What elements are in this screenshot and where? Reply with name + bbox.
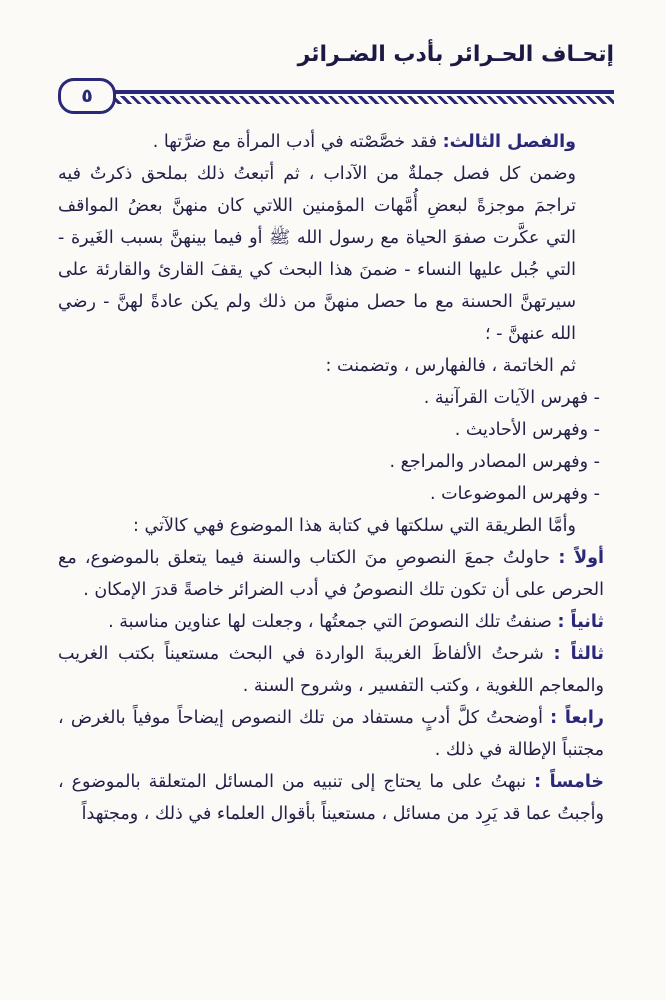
method-step-label: ثالثاً : [553,644,604,664]
section-three-label: والفصل الثالث: [442,132,576,152]
index-list-item: - فهرس الآيات القرآنية . [423,388,600,408]
method-step-text: شرحتُ الألفاظَ الغريبةَ الواردة في البحث مستعيناً بكتب الغريب والمعاجم اللغوية ، وكتب التفسير ، وشروح السنة . [58,644,604,696]
method-step-label: أولاً : [558,548,604,568]
page-number-badge: ٥ [58,78,116,114]
method-step-text: أوضحتُ كلَّ أدبٍ مستفاد من تلك النصوص إيضاحاً موفياً بالغرض ، مجتنباً الإطالة في ذلك . [58,708,604,760]
method-step-4 [58,702,604,766]
page-body [58,126,604,830]
header-rule [108,90,614,94]
method-step-text: صنفتُ تلك النصوصَ التي جمعتُها ، وجعلت لها عناوين مناسبة . [108,612,558,632]
conclusion-paragraph: ثم الخاتمة ، فالفهارس ، وتضمنت : [325,356,576,376]
method-step-text: حاولتُ جمعَ النصوصِ منَ الكتاب والسنة فيما يتعلق بالموضوع، مع الحرص على أن تكون تلك النصوصُ في أدب الضرائر خاصةً قدرَ الإمكان . [58,548,604,600]
header-rule-ornament [108,96,614,104]
method-step-2 [58,606,604,638]
method-step-label: ثانياً : [557,612,604,632]
method-step-label: رابعاً : [550,708,604,728]
method-step-3 [58,638,604,702]
section-three-paragraph [58,126,604,158]
index-list-item: - وفهرس المصادر والمراجع . [389,452,600,472]
method-intro-paragraph: وأمَّا الطريقة التي سلكتها في كتابة هذا الموضوع فهي كالآتي : [133,516,576,536]
running-header-title: إتحـاف الحـرائر بأدب الضـرائر [297,42,614,67]
section-three-text: فقد خصَّصْته في أدب المرأة مع ضرَّتها . [152,132,443,152]
method-step-text: نبهتُ على ما يحتاج إلى تنبيه من المسائل المتعلقة بالموضوع ، وأجبتُ عما قد يَرِد من مسائل ، مستعيناً بأقوال العلماء في ذلك ، ومجتهداً [58,772,604,824]
appendix-paragraph: وضمن كل فصل جملةٌ من الآداب ، ثم أتبعتُ ذلك بملحق ذكرتُ فيه تراجمَ موجزةً لبعضِ أُمَّهات المؤمنين اللاتي كان منهنَّ بعضُ المواقف التي عكَّرت صفوَ الحياة مع رسول الله ﷺ أو فيما بينهنَّ بسبب الغَيرة - التي جُبل عليها النساء - ضمنَ هذا البحث كي يقفَ القارئ والقارئة على سيرتهنَّ الحسنة مع ما حصل منهنَّ من ذلك ولم يكن عادةً لهنَّ - رضي الله عنهنَّ - ؛ [58,164,576,344]
method-step-5 [58,766,604,830]
method-step-label: خامساً : [534,772,604,792]
method-step-1 [58,542,604,606]
index-list-item: - وفهرس الأحاديث . [454,420,600,440]
index-list-item: - وفهرس الموضوعات . [430,484,600,504]
